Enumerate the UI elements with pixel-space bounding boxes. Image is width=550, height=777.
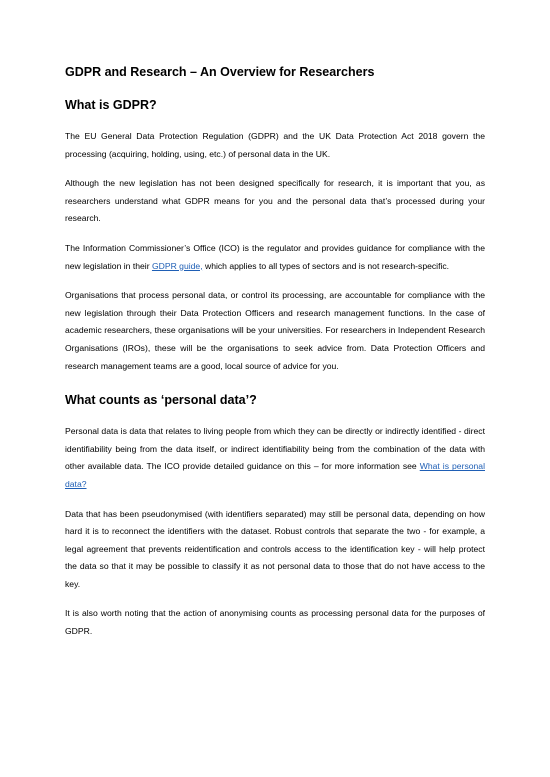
paragraph-legislation-research: Although the new legislation has not been designed specifically for research, it is important that you, as researchers understand what GDPR means for you and the personal data that’s processed during your research. <box>65 178 485 224</box>
paragraph-pseudonymised-data: Data that has been pseudonymised (with identifiers separated) may still be personal data, depending on how hard it is to reconnect the identifiers with the dataset. Robust controls that separate the two - for example, a legal agreement that prevents reidentification and controls access to the identification key - will help protect the data so that it may be possible to classify it as not personal data to those that do not have access to the key. <box>65 508 485 589</box>
paragraph-ico-guidance-text: The Information Commissioner’s Office (ICO) is the regulator and provides guidance for compliance with the new legislation in their <box>65 242 485 271</box>
paragraph-personal-data-text: Personal data is data that relates to living people from which they can be directly or indirectly identified - direct identifiability being from the data itself, or indirect identifiability being from the combination of the data with other available data. The ICO provide detailed guidance on this – for more information see <box>65 426 485 472</box>
paragraph-gdpr-intro: The EU General Data Protection Regulation (GDPR) and the UK Data Protection Act 2018 govern the processing (acquiring, holding, using, etc.) of personal data in the UK. <box>65 131 485 159</box>
paragraph-ico-guidance-text-end: which applies to all types of sectors and is not research-specific. <box>202 260 450 271</box>
paragraph-anonymising: It is also worth noting that the action of anonymising counts as processing personal data for the purposes of GDPR. <box>65 608 485 637</box>
paragraph-ico-guidance <box>65 240 485 275</box>
document-title: GDPR and Research – An Overview for Researchers <box>65 65 375 79</box>
section-heading-personal-data: What counts as ‘personal data’? <box>65 393 257 408</box>
document-body <box>65 63 485 641</box>
paragraph-personal-data-definition <box>65 423 485 493</box>
paragraph-accountability: Organisations that process personal data, or control its processing, are accountable for compliance with the new legislation through their Data Protection Officers and research management functions. In the case of academic researchers, these organisations will be your universities. For researchers in Independent Research Organisations (IROs), these will be the organisations to seek advice from. Data Protection Officers and research management teams are a good, local source of advice for you. <box>65 290 485 371</box>
section-heading-what-is-gdpr: What is GDPR? <box>65 98 157 112</box>
gdpr-guide-link[interactable]: GDPR guide, <box>151 260 203 271</box>
what-is-personal-data-link[interactable]: What is personal data? <box>65 461 485 489</box>
